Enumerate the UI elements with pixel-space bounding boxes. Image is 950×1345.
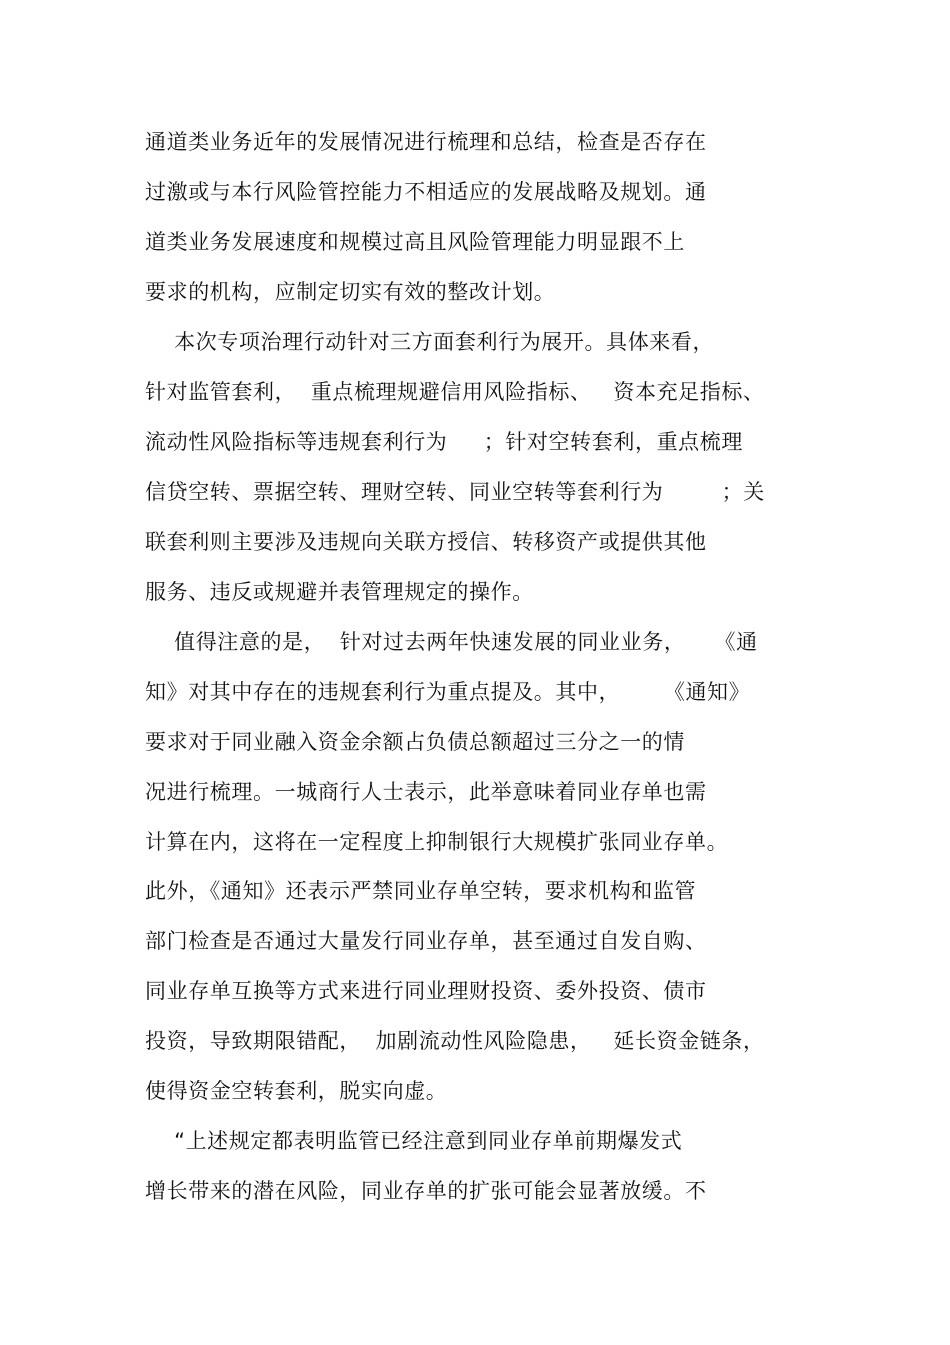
text-line: 计算在内，这将在一定程度上抑制银行大规模扩张同业存单。 (145, 830, 729, 854)
text-line: 同业存单互换等方式来进行同业理财投资、委外投资、债市 (145, 979, 707, 1003)
text-line: 流动性风险指标等违规套利行为 ；针对空转套利，重点梳理 (145, 430, 743, 454)
text-line: 信贷空转、票据空转、理财空转、同业空转等套利行为 ；关 (145, 480, 765, 504)
text-line: 针对监管套利， 重点梳理规避信用风险指标、 资本充足指标、 (145, 380, 765, 404)
text-line: “上述规定都表明监管已经注意到同业存单前期爆发式 (145, 1129, 683, 1153)
text-line: 联套利则主要涉及违规向关联方授信、转移资产或提供其他 (145, 530, 707, 554)
text-line: 知》对其中存在的违规套利行为重点提及。其中， 《通知》 (145, 680, 751, 704)
text-line: 部门检查是否通过大量发行同业存单，甚至通过自发自购、 (145, 929, 707, 953)
text-line: 使得资金空转套利，脱实向虚。 (145, 1079, 448, 1103)
text-line: 服务、违反或规避并表管理规定的操作。 (145, 580, 534, 604)
text-line: 值得注意的是， 针对过去两年快速发展的同业业务， 《通 (145, 630, 758, 654)
text-line: 增长带来的潜在风险，同业存单的扩张可能会显著放缓。不 (145, 1179, 707, 1203)
text-line: 况进行梳理。一城商行人士表示，此举意味着同业存单也需 (145, 780, 707, 804)
text-line: 过激或与本行风险管控能力不相适应的发展战略及规划。通 (145, 180, 707, 204)
text-line: 此外，《通知》还表示严禁同业存单空转，要求机构和监管 (145, 879, 697, 903)
text-line: 通道类业务近年的发展情况进行梳理和总结，检查是否存在 (145, 130, 707, 154)
text-line: 道类业务发展速度和规模过高且风险管理能力明显跟不上 (145, 230, 685, 254)
text-line: 要求的机构，应制定切实有效的整改计划。 (145, 280, 556, 304)
text-line: 要求对于同业融入资金余额占负债总额超过三分之一的情 (145, 730, 685, 754)
text-line: 投资，导致期限错配， 加剧流动性风险隐患， 延长资金链条， (145, 1029, 765, 1053)
text-line: 本次专项治理行动针对三方面套利行为展开。具体来看， (145, 330, 715, 354)
